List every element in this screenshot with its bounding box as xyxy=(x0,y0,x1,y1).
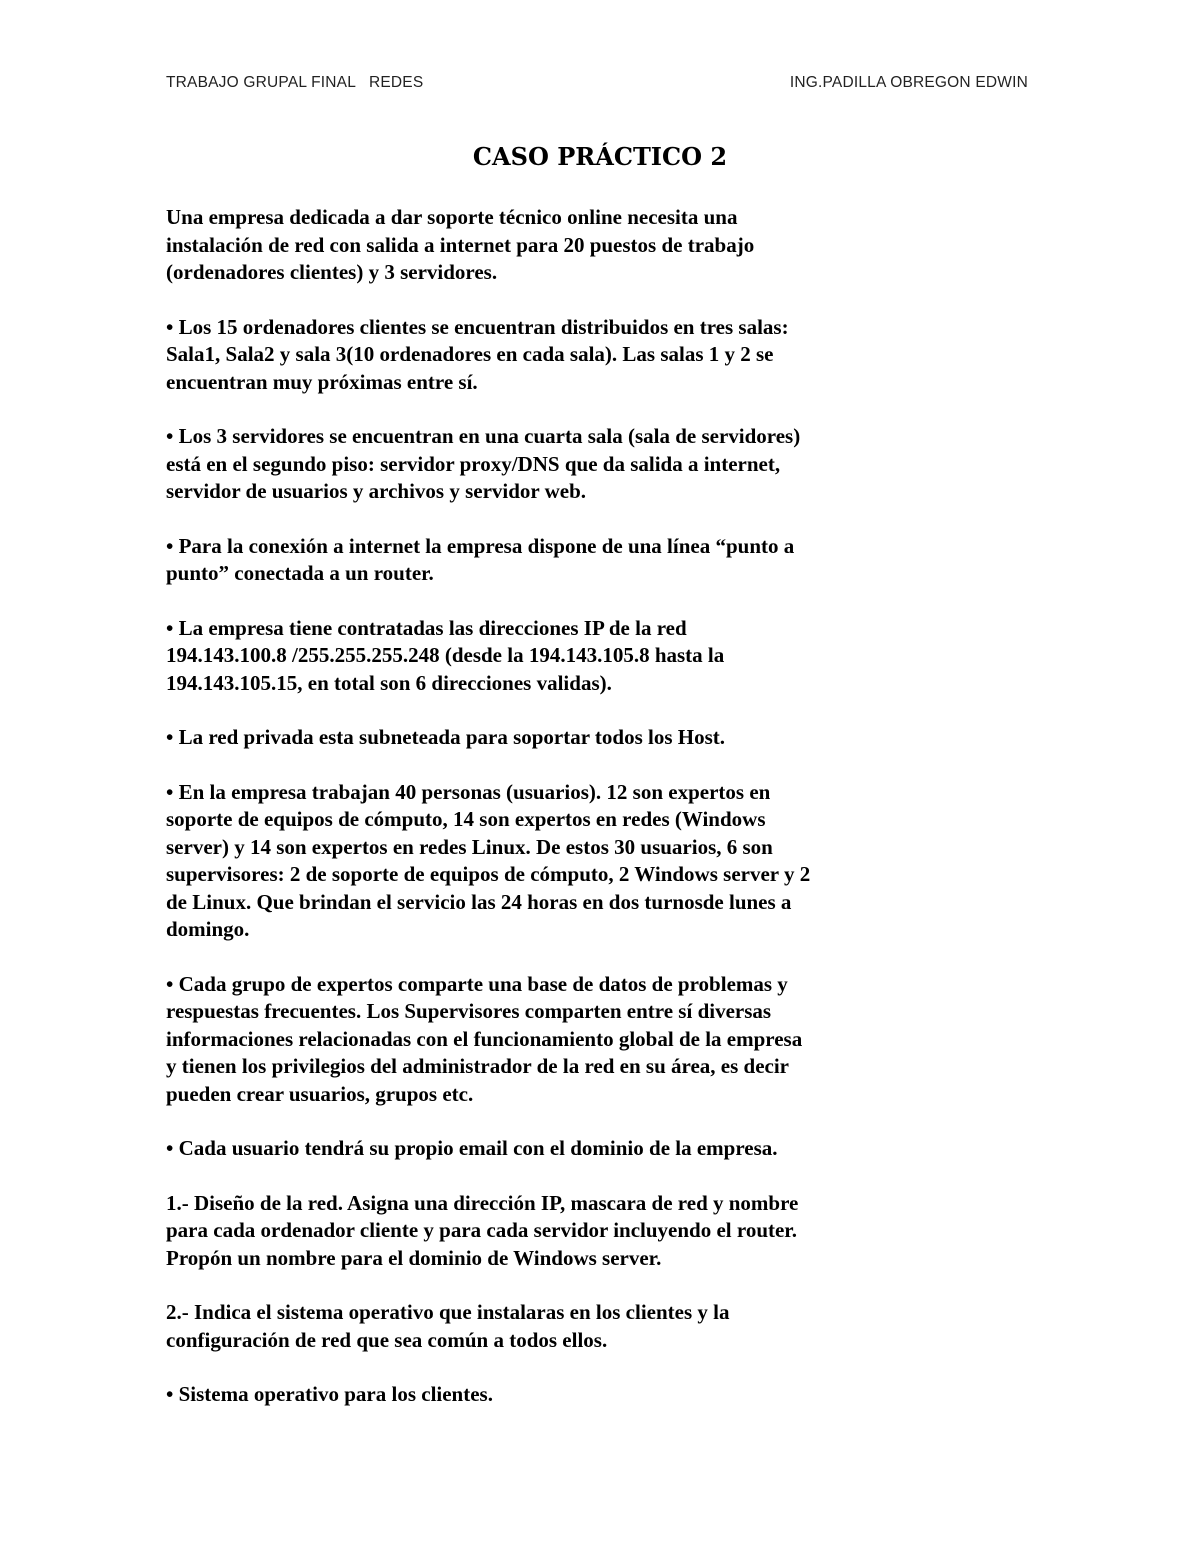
paragraph-line: • Para la conexión a internet la empresa dispone de una línea “punto a xyxy=(166,533,795,558)
paragraph-line: Propón un nombre para el dominio de Windows server. xyxy=(166,1245,662,1270)
paragraph xyxy=(166,1135,1034,1163)
paragraph-line: supervisores: 2 de soporte de equipos de cómputo, 2 Windows server y 2 xyxy=(166,862,811,886)
paragraph xyxy=(166,204,1034,287)
paragraph-line: servidor de usuarios y archivos y servidor web. xyxy=(166,479,587,503)
paragraph-line: • La empresa tiene contratadas las direcciones IP de la red xyxy=(166,615,687,640)
paragraph-line: respuestas frecuentes. Los Supervisores comparten entre sí diversas xyxy=(166,999,772,1023)
document-body xyxy=(166,204,1034,1436)
document-title: CASO PRÁCTICO 2 xyxy=(472,142,728,171)
paragraph-line: • Cada usuario tendrá su propio email con el dominio de la empresa. xyxy=(166,1136,778,1160)
paragraph-line: punto” conectada a un router. xyxy=(166,561,434,585)
paragraph-line: (ordenadores clientes) y 3 servidores. xyxy=(166,260,498,284)
paragraph-line: soporte de equipos de cómputo, 14 son expertos en redes (Windows xyxy=(166,807,766,831)
paragraph xyxy=(166,533,1034,588)
paragraph-line: 194.143.105.15, en total son 6 direcciones validas). xyxy=(166,670,612,695)
paragraph-line: configuración de red que sea común a todos ellos. xyxy=(166,1327,608,1352)
paragraph-line: • Sistema operativo para los clientes. xyxy=(166,1382,493,1406)
paragraph xyxy=(166,1299,1034,1354)
paragraph xyxy=(166,615,1034,698)
paragraph xyxy=(166,971,1034,1109)
page-header xyxy=(166,74,1028,98)
paragraph-line: y tienen los privilegios del administrador de la red en su área, es decir xyxy=(166,1054,789,1078)
paragraph-line: encuentran muy próximas entre sí. xyxy=(166,369,478,394)
paragraph xyxy=(166,1190,1034,1273)
paragraph-line: server) y 14 son expertos en redes Linux. De estos 30 usuarios, 6 son xyxy=(166,834,773,859)
paragraph xyxy=(166,1381,1034,1409)
paragraph-line: 1.- Diseño de la red. Asigna una dirección IP, mascara de red y nombre xyxy=(166,1190,799,1215)
paragraph xyxy=(166,314,1034,397)
paragraph-line: informaciones relacionadas con el funcionamiento global de la empresa xyxy=(166,1026,803,1051)
paragraph-line: instalación de red con salida a internet para 20 puestos de trabajo xyxy=(166,232,755,257)
paragraph-line: domingo. xyxy=(166,917,250,941)
paragraph xyxy=(166,724,1034,752)
header-instructor-name: ING.PADILLA OBREGON EDWIN xyxy=(789,74,1028,91)
paragraph-line: 2.- Indica el sistema operativo que instalaras en los clientes y la xyxy=(166,1300,730,1324)
paragraph-line: para cada ordenador cliente y para cada servidor incluyendo el router. xyxy=(166,1218,797,1242)
paragraph-line: de Linux. Que brindan el servicio las 24 horas en dos turnosde lunes a xyxy=(166,889,792,914)
paragraph xyxy=(166,423,1034,506)
paragraph-line: • Los 3 servidores se encuentran en una cuarta sala (sala de servidores) xyxy=(166,424,801,448)
paragraph-line: • Cada grupo de expertos comparte una base de datos de problemas y xyxy=(166,971,788,996)
paragraph-line: pueden crear usuarios, grupos etc. xyxy=(166,1081,474,1106)
paragraph-line: Sala1, Sala2 y sala 3(10 ordenadores en cada sala). Las salas 1 y 2 se xyxy=(166,342,774,366)
paragraph-line: Una empresa dedicada a dar soporte técnico online necesita una xyxy=(166,205,738,229)
paragraph xyxy=(166,779,1034,944)
paragraph-line: • La red privada esta subneteada para soportar todos los Host. xyxy=(166,725,726,749)
header-course-title: TRABAJO GRUPAL FINAL REDES xyxy=(166,74,424,91)
paragraph-line: está en el segundo piso: servidor proxy/DNS que da salida a internet, xyxy=(166,451,781,476)
paragraph-line: • Los 15 ordenadores clientes se encuentran distribuidos en tres salas: xyxy=(166,314,789,339)
paragraph-line: 194.143.100.8 /255.255.255.248 (desde la 194.143.105.8 hasta la xyxy=(166,643,725,667)
paragraph-line: • En la empresa trabajan 40 personas (usuarios). 12 son expertos en xyxy=(166,779,771,804)
